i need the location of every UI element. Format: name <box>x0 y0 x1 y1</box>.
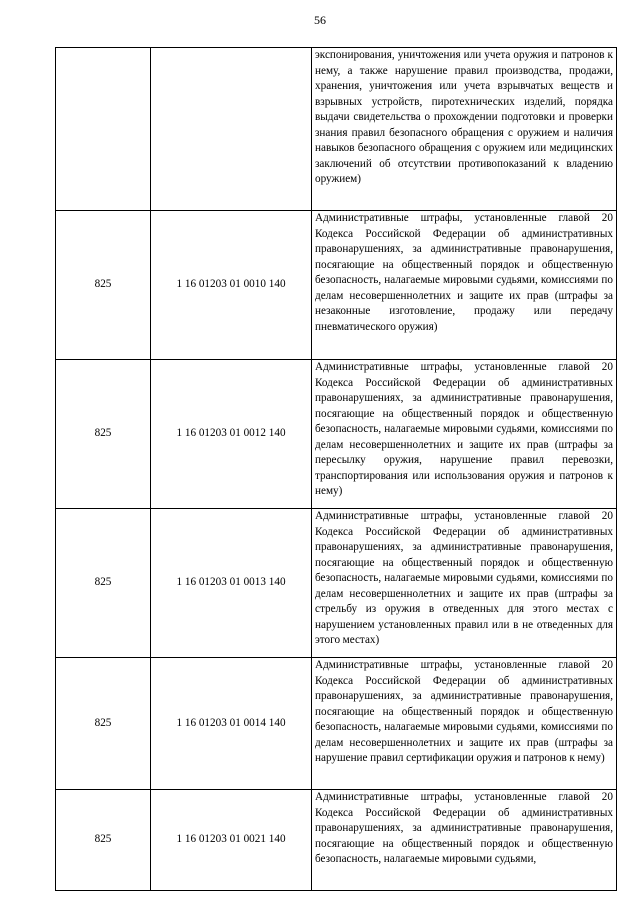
description-cell: экспонирования, уничтожения или учета оружия и патронов к нему, а также нарушение правил производства, продажи, хранения, уничтожения или учета взрывчатых веществ и взрывных устройств, пиротехнических изделий, порядка выдачи свидетельства о прохождении подготовки и проверки знания правил безопасного обращения с оружием и наличия навыков безопасного обращения с оружием или медицинских заключений об отсутствии противопоказаний к владению оружием) <box>312 48 617 211</box>
kbk-code-cell: 1 16 01203 01 0014 140 <box>151 658 312 790</box>
description-cell: Административные штрафы, установленные главой 20 Кодекса Российской Федерации об административных правонарушениях, за административные правонарушения, посягающие на общественный порядок и общественную безопасность, налагаемые мировыми судьями, <box>312 790 617 891</box>
kbk-code-cell: 1 16 01203 01 0013 140 <box>151 509 312 658</box>
admin-code-cell: 825 <box>56 360 151 509</box>
description-cell: Административные штрафы, установленные главой 20 Кодекса Российской Федерации об административных правонарушениях, за административные правонарушения, посягающие на общественный порядок и общественную безопасность, налагаемые мировыми судьями, комиссиями по делам несовершеннолетних и защите их прав (штрафы за незаконные изготовление, продажу или передачу пневматического оружия) <box>312 211 617 360</box>
admin-code-cell: 825 <box>56 790 151 891</box>
admin-code-cell <box>56 48 151 211</box>
admin-code-cell: 825 <box>56 509 151 658</box>
kbk-code-cell <box>151 48 312 211</box>
admin-code-cell: 825 <box>56 658 151 790</box>
table-row <box>56 211 617 360</box>
budget-classification-table <box>55 47 617 891</box>
table-row <box>56 658 617 790</box>
table-row <box>56 790 617 891</box>
table-row <box>56 509 617 658</box>
description-cell: Административные штрафы, установленные главой 20 Кодекса Российской Федерации об административных правонарушениях, за административные правонарушения, посягающие на общественный порядок и общественную безопасность, налагаемые мировыми судьями, комиссиями по делам несовершеннолетних и защите их прав (штрафы за стрельбу из оружия в отведенных для этого местах с нарушением установленных правил или в не отведенных для этого местах) <box>312 509 617 658</box>
kbk-code-cell: 1 16 01203 01 0012 140 <box>151 360 312 509</box>
kbk-code-cell: 1 16 01203 01 0010 140 <box>151 211 312 360</box>
description-cell: Административные штрафы, установленные главой 20 Кодекса Российской Федерации об административных правонарушениях, за административные правонарушения, посягающие на общественный порядок и общественную безопасность, налагаемые мировыми судьями, комиссиями по делам несовершеннолетних и защите их прав (штрафы за пересылку оружия, нарушение правил перевозки, транспортирования или использования оружия и патронов к нему) <box>312 360 617 509</box>
table-row <box>56 360 617 509</box>
kbk-code-cell: 1 16 01203 01 0021 140 <box>151 790 312 891</box>
description-cell: Административные штрафы, установленные главой 20 Кодекса Российской Федерации об административных правонарушениях, за административные правонарушения, посягающие на общественный порядок и общественную безопасность, налагаемые мировыми судьями, комиссиями по делам несовершеннолетних и защите их прав (штрафы за нарушение правил сертификации оружия и патронов к нему) <box>312 658 617 790</box>
page-number: 56 <box>314 13 326 27</box>
admin-code-cell: 825 <box>56 211 151 360</box>
table-row-continuation <box>56 48 617 211</box>
